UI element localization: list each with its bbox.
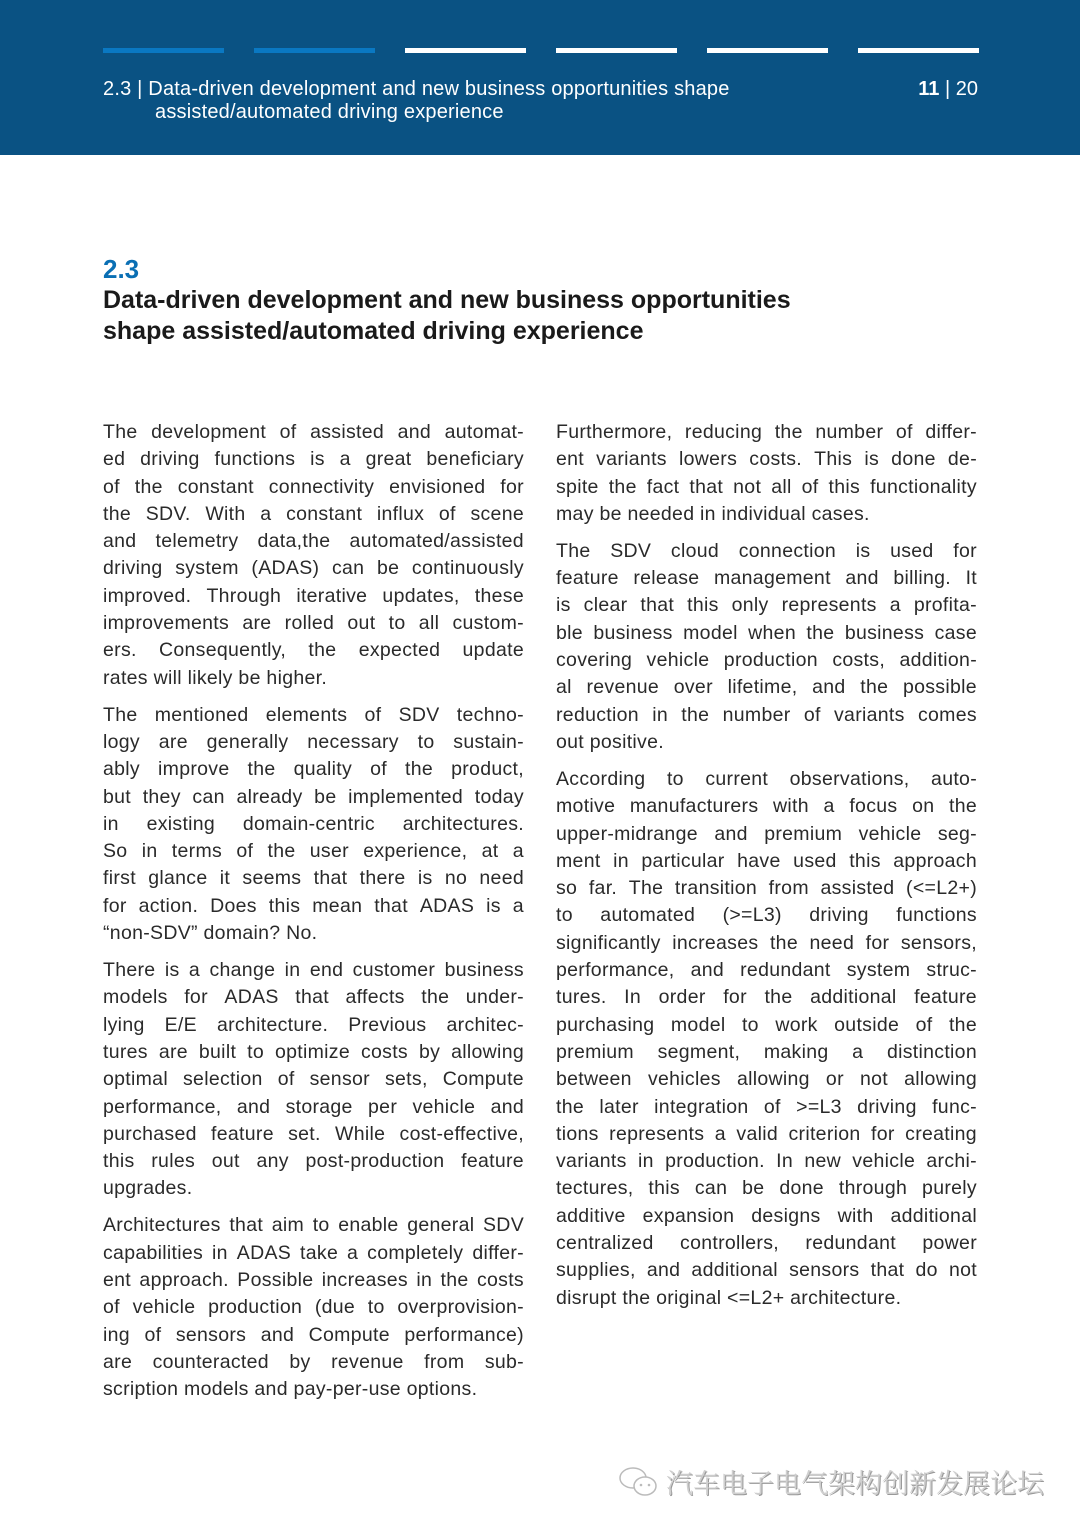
paragraph bbox=[103, 957, 524, 1203]
text-line: ment in particular have used this approach bbox=[556, 849, 977, 872]
text-line: ably improve the quality of the product, bbox=[103, 758, 524, 781]
text-line: may be needed in individual cases. bbox=[556, 502, 870, 525]
text-line: feature release management and billing. It bbox=[556, 567, 977, 590]
text-line: tectures, this can be done through purely bbox=[556, 1177, 977, 1200]
text-line: The mentioned elements of SDV techno- bbox=[103, 703, 524, 726]
text-line: disrupt the original <=L2+ architecture. bbox=[556, 1286, 902, 1309]
progress-segment bbox=[254, 48, 375, 53]
text-line: between vehicles allowing or not allowing bbox=[556, 1068, 977, 1091]
wechat-icon bbox=[618, 1465, 660, 1499]
text-line: tions represents a valid criterion for creating bbox=[556, 1122, 977, 1145]
text-line: but they can already be implemented today bbox=[103, 785, 524, 808]
text-line: ers. Consequently, the expected update bbox=[103, 639, 524, 662]
text-line: According to current observations, auto- bbox=[556, 767, 977, 790]
text-line: covering vehicle production costs, addition- bbox=[556, 649, 977, 672]
text-line: for action. Does this mean that ADAS is a bbox=[103, 894, 524, 917]
text-line: tures. In order for the additional feature bbox=[556, 986, 977, 1009]
watermark-text: 汽车电子电气架构创新发展论坛 bbox=[666, 1469, 1044, 1499]
text-line: to automated (>=L3) driving functions bbox=[556, 904, 977, 927]
text-line: optimal selection of sensor sets, Compute bbox=[103, 1068, 524, 1091]
watermark bbox=[618, 1462, 1044, 1501]
text-line: Furthermore, reducing the number of differ- bbox=[556, 421, 977, 443]
text-line: rates will likely be higher. bbox=[103, 666, 328, 689]
text-line: So in terms of the user experience, at a bbox=[103, 840, 524, 863]
text-line: first glance it seems that there is no need bbox=[103, 867, 524, 890]
text-line: is clear that this only represents a profita- bbox=[556, 594, 977, 617]
section-title bbox=[103, 285, 791, 347]
progress-segment bbox=[405, 48, 526, 53]
text-line: scription models and pay-per-use options. bbox=[103, 1378, 478, 1401]
header-title-line2: assisted/automated driving experience bbox=[155, 101, 504, 123]
text-line: lying E/E architecture. Previous architec- bbox=[103, 1013, 524, 1036]
text-line: upgrades. bbox=[103, 1177, 193, 1200]
text-line: “non-SDV” domain? No. bbox=[103, 922, 318, 945]
text-line: The SDV cloud connection is used for bbox=[556, 539, 977, 562]
text-line: in existing domain-centric architectures. bbox=[103, 812, 524, 835]
text-line: out positive. bbox=[556, 730, 664, 753]
text-line: purchasing model to work outside of the bbox=[556, 1013, 977, 1036]
text-line: the later integration of >=L3 driving func- bbox=[556, 1095, 977, 1118]
text-line: premium segment, making a distinction bbox=[556, 1040, 977, 1063]
progress-segment bbox=[556, 48, 677, 53]
header-title-line1: 2.3 | Data-driven development and new business opportunities shape bbox=[103, 78, 730, 100]
paragraph bbox=[556, 419, 977, 528]
page-separator: | bbox=[939, 78, 956, 100]
progress-segment bbox=[707, 48, 828, 53]
text-line: capabilities in ADAS take a completely differ- bbox=[103, 1241, 524, 1264]
text-line: and telemetry data,the automated/assisted bbox=[103, 530, 524, 553]
header-banner bbox=[0, 0, 1080, 155]
text-line: supplies, and additional sensors that do not bbox=[556, 1259, 977, 1282]
text-line: this rules out any post-production feature bbox=[103, 1150, 524, 1173]
page-total: 20 bbox=[955, 78, 978, 100]
text-line: performance, and redundant system struc- bbox=[556, 959, 977, 982]
text-line: driving system (ADAS) can be continuously bbox=[103, 557, 524, 580]
text-line: purchased feature set. While cost-effective, bbox=[103, 1122, 524, 1145]
text-line: al revenue over lifetime, and the possible bbox=[556, 676, 977, 699]
progress-segment bbox=[858, 48, 979, 53]
text-line: additive expansion designs with additional bbox=[556, 1204, 977, 1227]
progress-segment bbox=[103, 48, 224, 53]
text-line: of vehicle production (due to overprovision- bbox=[103, 1296, 524, 1319]
text-line: ed driving functions is a great beneficiary bbox=[103, 448, 524, 471]
text-line: improvements are rolled out to all custom- bbox=[103, 612, 524, 635]
text-line: ent variants lowers costs. This is done de- bbox=[556, 448, 977, 471]
text-line: models for ADAS that affects the under- bbox=[103, 986, 524, 1009]
header-title bbox=[103, 78, 730, 124]
text-line: Architectures that aim to enable general SDV bbox=[103, 1214, 524, 1237]
text-line: centralized controllers, redundant power bbox=[556, 1231, 977, 1254]
section-number: 2.3 bbox=[103, 254, 140, 284]
paragraph bbox=[103, 1212, 524, 1403]
text-column-left bbox=[103, 419, 524, 1413]
text-line: ent approach. Possible increases in the costs bbox=[103, 1268, 524, 1291]
text-column-right bbox=[556, 419, 977, 1322]
text-line: spite the fact that not all of this functionality bbox=[556, 475, 977, 498]
text-line: tures are built to optimize costs by allowing bbox=[103, 1040, 524, 1063]
text-line: ble business model when the business case bbox=[556, 621, 977, 644]
text-line: There is a change in end customer business bbox=[103, 959, 524, 982]
text-line: logy are generally necessary to sustain- bbox=[103, 730, 524, 753]
text-line: ing of sensors and Compute performance) bbox=[103, 1323, 524, 1346]
text-line: significantly increases the need for sensors, bbox=[556, 931, 977, 954]
text-line: of the constant connectivity envisioned for bbox=[103, 475, 524, 498]
text-line: performance, and storage per vehicle and bbox=[103, 1095, 524, 1118]
text-line: reduction in the number of variants comes bbox=[556, 703, 977, 726]
section-title-line2: shape assisted/automated driving experience bbox=[103, 317, 644, 345]
text-line: so far. The transition from assisted (<=L2+) bbox=[556, 877, 977, 900]
text-line: variants in production. In new vehicle archi- bbox=[556, 1150, 977, 1173]
text-line: upper-midrange and premium vehicle seg- bbox=[556, 822, 977, 845]
paragraph bbox=[103, 419, 524, 692]
paragraph bbox=[556, 766, 977, 1312]
page-current: 11 bbox=[918, 78, 940, 100]
text-line: improved. Through iterative updates, these bbox=[103, 584, 524, 607]
text-line: The development of assisted and automat- bbox=[103, 421, 524, 443]
section-title-line1: Data-driven development and new business opportunities bbox=[103, 286, 791, 314]
paragraph bbox=[556, 538, 977, 756]
paragraph bbox=[103, 702, 524, 948]
text-line: the SDV. With a constant influx of scene bbox=[103, 502, 524, 525]
page-number bbox=[918, 78, 978, 101]
text-line: are counteracted by revenue from sub- bbox=[103, 1350, 524, 1373]
text-line: motive manufacturers with a focus on the bbox=[556, 795, 977, 818]
